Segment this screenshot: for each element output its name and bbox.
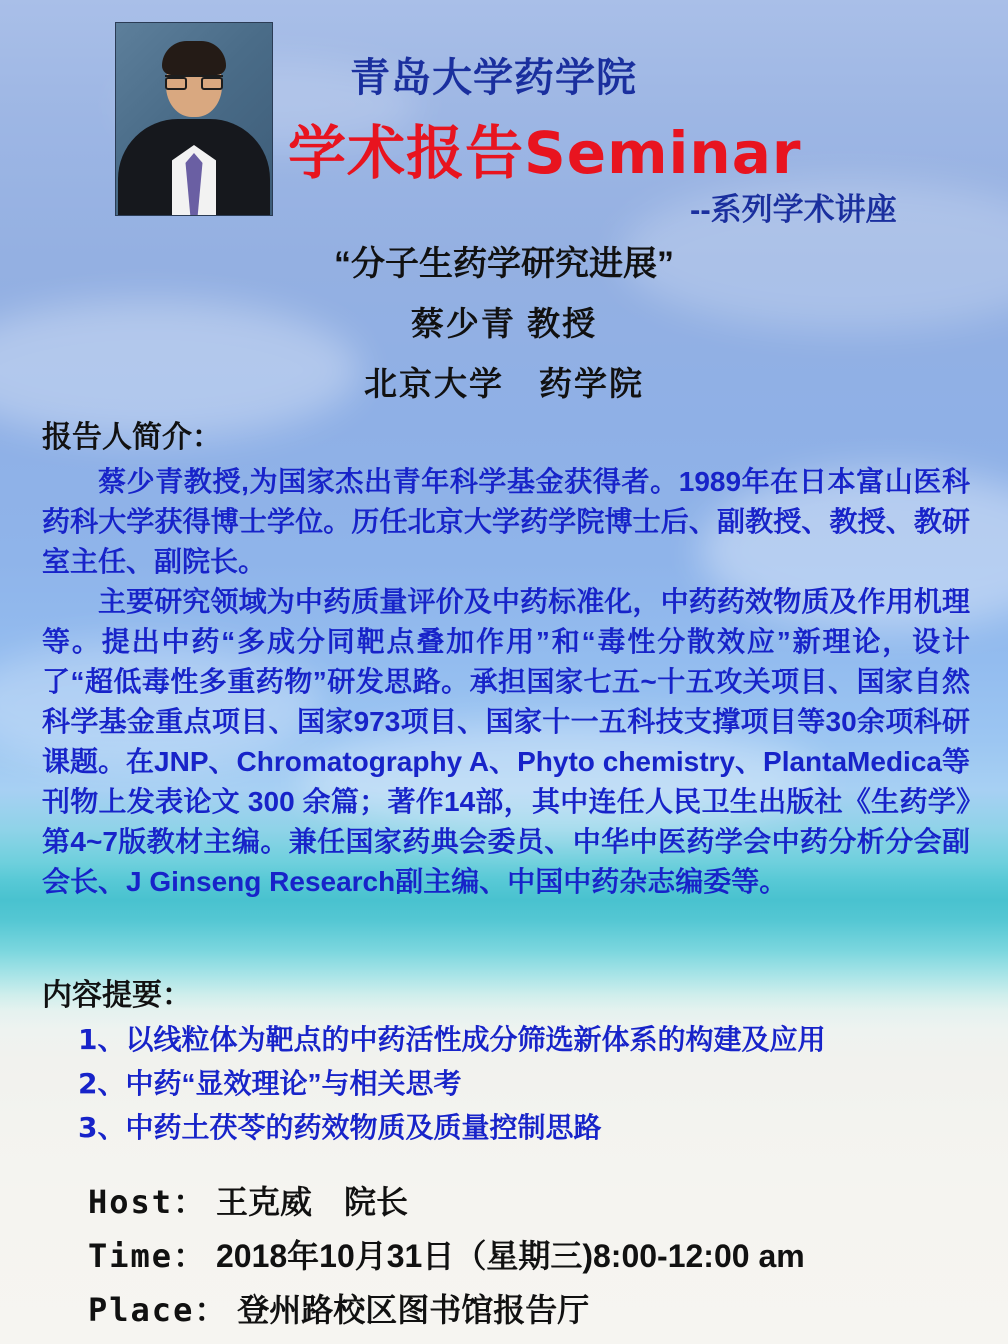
biography-label: 报告人简介： xyxy=(42,421,222,454)
biography-body xyxy=(42,462,970,902)
talk-topic: “分子生药学研究进展” xyxy=(334,245,674,283)
host-value: 王克威 院长 xyxy=(215,1184,408,1220)
list-item xyxy=(78,1062,978,1106)
glasses-icon xyxy=(165,75,223,89)
host-row xyxy=(88,1178,988,1226)
organization-name: 青岛大学药学院 xyxy=(350,56,637,100)
time-label: Time： xyxy=(88,1237,208,1275)
outline-item-text: 、中药“显效理论”与相关思考 xyxy=(97,1068,462,1099)
poster-title: 学术报告Seminar xyxy=(288,119,802,187)
talk-affiliation: 北京大学 药学院 xyxy=(364,365,644,402)
time-value: 2018年10月31日（星期三)8:00-12:00 am xyxy=(215,1238,805,1274)
speaker-portrait-photo xyxy=(115,22,273,216)
talk-speaker: 蔡少青 教授 xyxy=(410,305,598,342)
place-value: 登州路校区图书馆报告厅 xyxy=(237,1292,590,1328)
poster-subtitle: --系列学术讲座 xyxy=(690,192,897,227)
biography-paragraph-1: 蔡少青教授,为国家杰出青年科学基金获得者。1989年在日本富山医科药科大学获得博士学位。历任北京大学药学院博士后、副教授、教授、教研室主任、副院长。 xyxy=(42,466,970,577)
outline-item-number: 3 xyxy=(78,1111,98,1144)
outline-item-text: 、中药土茯苓的药效物质及质量控制思路 xyxy=(97,1112,602,1143)
list-item xyxy=(78,1106,978,1150)
outline-item-number: 1 xyxy=(78,1023,98,1056)
place-label: Place： xyxy=(88,1291,229,1329)
place-row xyxy=(88,1286,988,1334)
host-label: Host： xyxy=(88,1183,208,1221)
time-row xyxy=(88,1232,988,1280)
outline-item-text: 、以线粒体为靶点的中药活性成分筛选新体系的构建及应用 xyxy=(97,1024,826,1055)
biography-paragraph-2: 主要研究领域为中药质量评价及中药标准化，中药药效物质及作用机理等。提出中药“多成分同靶点叠加作用”和“毒性分散效应”新理论，设计了“超低毒性多重药物”研发思路。承担国家七五~十五攻关项目、国家自然科学基金重点项目、国家973项目、国家十一五科技支撑项目等30余项科研课题。在JNP、Chromatography A、Phyto chemistry、PlantaMedica等刊物上发表论文 300 余篇；著作14部，其中连任人民卫生出版社《生药学》第4~7版教材主编。兼任国家药典会委员、中华中医药学会中药分析分会副会长、J Ginseng Research副主编、中国中药杂志编委等。 xyxy=(42,586,970,897)
event-details xyxy=(88,1178,988,1340)
outline-list xyxy=(78,1018,978,1150)
outline-item-number: 2 xyxy=(78,1067,98,1100)
portrait-hair xyxy=(162,41,226,75)
list-item xyxy=(78,1018,978,1062)
outline-label: 内容提要： xyxy=(42,979,192,1012)
